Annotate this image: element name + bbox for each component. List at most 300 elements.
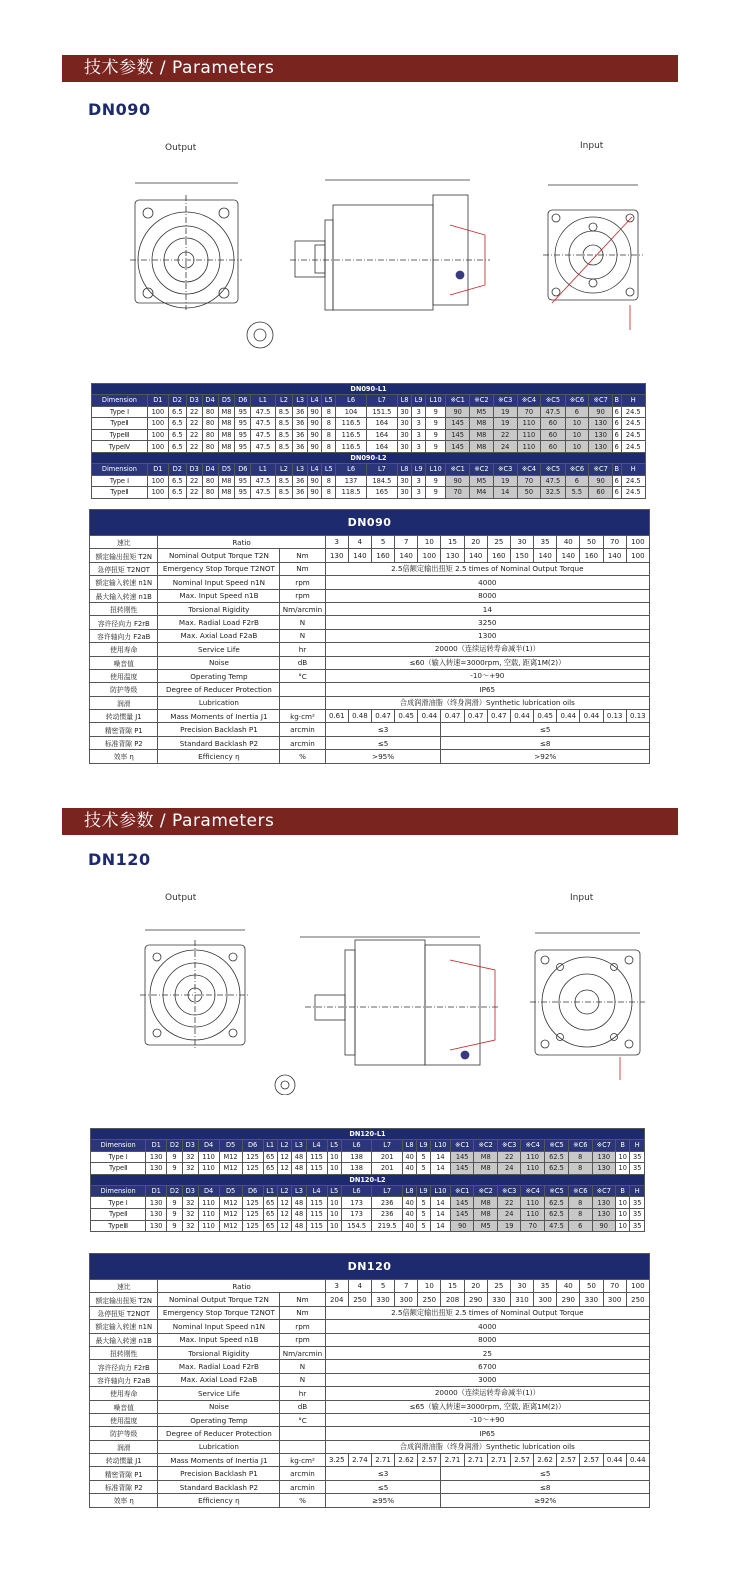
param-value: 0.44 bbox=[580, 710, 603, 723]
table-cell: 22 bbox=[493, 429, 517, 441]
table-cell: 116.5 bbox=[336, 418, 367, 430]
row-label-cn: 容许轴向力 F2aB bbox=[90, 1373, 158, 1386]
param-value: 250 bbox=[348, 1293, 371, 1306]
table-cell: 145 bbox=[446, 441, 470, 453]
table-cell: 9 bbox=[426, 475, 446, 487]
table-cell: 80 bbox=[202, 406, 218, 418]
param-value: 14 bbox=[325, 602, 649, 615]
param-row bbox=[90, 1293, 650, 1306]
table-cell: 110 bbox=[521, 1163, 545, 1175]
column-header: D5 bbox=[218, 395, 235, 407]
table-cell: 130 bbox=[589, 441, 613, 453]
table-cell: M12 bbox=[219, 1208, 242, 1220]
table-cell: 236 bbox=[372, 1197, 403, 1209]
param-row bbox=[90, 1320, 650, 1333]
param-value: ≤60（输入转速=3000rpm, 空载, 距离1M(2)） bbox=[325, 656, 649, 669]
table-header-row bbox=[91, 1140, 645, 1152]
param-row bbox=[90, 1494, 650, 1507]
table-cell: 130 bbox=[589, 418, 613, 430]
row-label-en: Nominal Input Speed n1N bbox=[158, 1320, 280, 1333]
table-cell: TypeⅢ bbox=[92, 429, 148, 441]
table-cell: 145 bbox=[450, 1197, 474, 1209]
table-cell: 50 bbox=[517, 487, 541, 499]
param-value: 140 bbox=[348, 549, 371, 562]
param-value: 140 bbox=[464, 549, 487, 562]
column-header: D3 bbox=[186, 463, 202, 475]
column-header: D2 bbox=[167, 1140, 183, 1152]
row-unit: dB bbox=[280, 656, 325, 669]
column-header: H bbox=[621, 463, 645, 475]
table-cell: 80 bbox=[202, 487, 218, 499]
ratio-value: 50 bbox=[580, 1280, 603, 1293]
table-cell: 47.5 bbox=[251, 418, 275, 430]
table-cell: 130 bbox=[146, 1151, 167, 1163]
table-cell: 145 bbox=[446, 429, 470, 441]
row-unit: hr bbox=[280, 1387, 325, 1400]
param-row bbox=[90, 656, 650, 669]
table-cell: 22 bbox=[186, 418, 202, 430]
ratio-value: 70 bbox=[603, 536, 626, 549]
column-header: ※C6 bbox=[569, 1140, 593, 1152]
column-header: B bbox=[612, 395, 621, 407]
ratio-value: 7 bbox=[395, 1280, 418, 1293]
column-header: L5 bbox=[327, 1140, 341, 1152]
table-cell: 236 bbox=[372, 1208, 403, 1220]
table-cell: 19 bbox=[493, 418, 517, 430]
row-label-en: Max. Radial Load F2rB bbox=[158, 1360, 280, 1373]
table-cell: 70 bbox=[446, 487, 470, 499]
column-header: D4 bbox=[202, 395, 218, 407]
table-cell: 90 bbox=[307, 487, 322, 499]
row-label-cn: 使用寿命 bbox=[90, 643, 158, 656]
column-header: D4 bbox=[198, 1140, 219, 1152]
column-header: ※C1 bbox=[446, 463, 470, 475]
ratio-value: 7 bbox=[395, 536, 418, 549]
column-header: D1 bbox=[147, 463, 168, 475]
param-row bbox=[90, 1467, 650, 1480]
table-cell: 6 bbox=[612, 487, 621, 499]
param-value: 2.71 bbox=[441, 1454, 464, 1467]
row-label-en: Emergency Stop Torque T2NOT bbox=[158, 1306, 280, 1319]
row-label-en: Max. Axial Load F2aB bbox=[158, 1373, 280, 1386]
table-band bbox=[91, 1174, 645, 1185]
table-cell: 6 bbox=[612, 418, 621, 430]
param-row bbox=[90, 710, 650, 723]
column-header: L8 bbox=[397, 395, 412, 407]
param-row bbox=[90, 1333, 650, 1346]
row-label-cn: 容许径向力 F2rB bbox=[90, 616, 158, 629]
param-value: 3000 bbox=[325, 1373, 649, 1386]
param-value: ≤65（输入转速=3000rpm, 空载, 距离1M(2)） bbox=[325, 1400, 649, 1413]
column-header: L3 bbox=[292, 1140, 306, 1152]
ratio-row bbox=[90, 536, 650, 549]
column-header: ※C4 bbox=[517, 463, 541, 475]
column-header: ※C3 bbox=[493, 463, 517, 475]
table-cell: 90 bbox=[307, 475, 322, 487]
drawing-svg bbox=[120, 135, 660, 355]
table-cell: 130 bbox=[592, 1197, 616, 1209]
row-label-en: Degree of Reducer Protection bbox=[158, 1427, 280, 1440]
column-header: ※C6 bbox=[565, 463, 589, 475]
param-row bbox=[90, 616, 650, 629]
param-row bbox=[90, 669, 650, 682]
side-view bbox=[300, 937, 500, 1065]
table-cell: M8 bbox=[218, 418, 235, 430]
ratio-value: 35 bbox=[534, 536, 557, 549]
table-cell: 3 bbox=[412, 441, 426, 453]
column-header: ※C3 bbox=[493, 395, 517, 407]
table-cell: 24 bbox=[497, 1163, 521, 1175]
table-cell: 145 bbox=[450, 1208, 474, 1220]
output-view-label: Output bbox=[165, 893, 197, 903]
row-unit: Nm bbox=[280, 562, 325, 575]
row-label-cn: 噪音值 bbox=[90, 1400, 158, 1413]
param-value: -10～+90 bbox=[325, 669, 649, 682]
model-title: DN120 bbox=[88, 850, 151, 869]
table-cell: 32 bbox=[182, 1208, 198, 1220]
table-cell: 60 bbox=[589, 487, 613, 499]
table-row bbox=[91, 1220, 645, 1232]
table-row bbox=[92, 487, 646, 499]
table-cell: 47.5 bbox=[251, 475, 275, 487]
row-label-en: Service Life bbox=[158, 643, 280, 656]
table-cell: 90 bbox=[589, 475, 613, 487]
table-cell: 100 bbox=[147, 475, 168, 487]
param-value: 2.5倍额定输出扭矩 2.5 times of Nominal Output Torque bbox=[325, 562, 649, 575]
table-cell: 10 bbox=[327, 1151, 341, 1163]
table-cell: M8 bbox=[474, 1197, 498, 1209]
table-cell: 90 bbox=[307, 441, 322, 453]
table-cell: Type Ⅰ bbox=[91, 1151, 146, 1163]
table-cell: 115 bbox=[306, 1220, 327, 1232]
row-unit: dB bbox=[280, 1400, 325, 1413]
table-cell: 125 bbox=[242, 1163, 263, 1175]
param-value: 3250 bbox=[325, 616, 649, 629]
table-cell: 173 bbox=[341, 1197, 372, 1209]
table-cell: 22 bbox=[186, 429, 202, 441]
table-cell: 5 bbox=[417, 1197, 431, 1209]
row-unit: Nm bbox=[280, 1306, 325, 1319]
table-band-title: DN120-L1 bbox=[91, 1129, 645, 1140]
column-header: D6 bbox=[235, 395, 251, 407]
param-row bbox=[90, 1306, 650, 1319]
table-cell: 9 bbox=[426, 429, 446, 441]
column-header: L1 bbox=[251, 463, 275, 475]
param-value: 0.44 bbox=[603, 1454, 626, 1467]
table-cell: 110 bbox=[521, 1197, 545, 1209]
table-row bbox=[92, 441, 646, 453]
table-cell: M8 bbox=[470, 418, 494, 430]
ratio-value: 4 bbox=[348, 536, 371, 549]
table-cell: 35 bbox=[630, 1208, 645, 1220]
table-cell: 30 bbox=[397, 429, 412, 441]
row-unit: % bbox=[280, 750, 325, 763]
row-unit: arcmin bbox=[280, 723, 325, 736]
table-cell: 10 bbox=[327, 1208, 341, 1220]
table-cell: 125 bbox=[242, 1151, 263, 1163]
param-value: 2.57 bbox=[580, 1454, 603, 1467]
param-value: 140 bbox=[534, 549, 557, 562]
column-header: D6 bbox=[242, 1185, 263, 1197]
table-cell: 9 bbox=[167, 1208, 183, 1220]
table-cell: 125 bbox=[242, 1197, 263, 1209]
table-cell: 47.5 bbox=[541, 475, 565, 487]
table-cell: 130 bbox=[146, 1163, 167, 1175]
table-cell: 22 bbox=[497, 1151, 521, 1163]
param-value: 290 bbox=[464, 1293, 487, 1306]
table-cell: 6.5 bbox=[168, 441, 186, 453]
ratio-value: 40 bbox=[557, 1280, 580, 1293]
table-cell: 90 bbox=[589, 406, 613, 418]
table-cell: 90 bbox=[446, 406, 470, 418]
row-unit: Nm/arcmin bbox=[280, 602, 325, 615]
row-label-en: Max. Input Speed n1B bbox=[158, 1333, 280, 1346]
table-cell: 12 bbox=[277, 1220, 291, 1232]
row-label-en: Nominal Output Torque T2N bbox=[158, 1293, 280, 1306]
table-cell: 130 bbox=[146, 1197, 167, 1209]
table-cell: 6.5 bbox=[168, 406, 186, 418]
row-label-cn: 额定输出扭矩 T2N bbox=[90, 549, 158, 562]
param-value: >92% bbox=[441, 750, 650, 763]
table-cell: 10 bbox=[616, 1220, 630, 1232]
row-label-en: Torsional Rigidity bbox=[158, 602, 280, 615]
column-header: D6 bbox=[235, 463, 251, 475]
row-label-en: Lubrication bbox=[158, 696, 280, 709]
row-label-cn: 额定输出扭矩 T2N bbox=[90, 1293, 158, 1306]
table-cell: 47.5 bbox=[251, 487, 275, 499]
row-label-en: Nominal Output Torque T2N bbox=[158, 549, 280, 562]
ratio-value: 70 bbox=[603, 1280, 626, 1293]
table-cell: M8 bbox=[218, 441, 235, 453]
param-row bbox=[90, 562, 650, 575]
row-unit: arcmin bbox=[280, 736, 325, 749]
param-value: 2.62 bbox=[395, 1454, 418, 1467]
ratio-value: 20 bbox=[464, 1280, 487, 1293]
table-cell: 6.5 bbox=[168, 418, 186, 430]
table-cell: TypeⅡ bbox=[91, 1208, 146, 1220]
input-flange-view bbox=[530, 933, 645, 1080]
param-title-row bbox=[90, 510, 650, 536]
column-header: L7 bbox=[366, 463, 397, 475]
table-cell: 30 bbox=[397, 475, 412, 487]
column-header: D6 bbox=[242, 1140, 263, 1152]
table-cell: 5 bbox=[417, 1208, 431, 1220]
param-value: ≤5 bbox=[325, 1480, 441, 1493]
param-value: ≤8 bbox=[441, 736, 650, 749]
ratio-value: 5 bbox=[371, 1280, 394, 1293]
row-label-en: Standard Backlash P2 bbox=[158, 1480, 280, 1493]
table-cell: 110 bbox=[521, 1208, 545, 1220]
column-header: ※C2 bbox=[474, 1140, 498, 1152]
column-header: L8 bbox=[402, 1140, 416, 1152]
param-row bbox=[90, 602, 650, 615]
param-value: 160 bbox=[580, 549, 603, 562]
row-unit: hr bbox=[280, 643, 325, 656]
table-cell: 40 bbox=[402, 1163, 416, 1175]
column-header: ※C2 bbox=[470, 463, 494, 475]
table-cell: 95 bbox=[235, 429, 251, 441]
table-cell: 22 bbox=[186, 487, 202, 499]
table-cell: 110 bbox=[198, 1197, 219, 1209]
column-header: ※C5 bbox=[541, 463, 565, 475]
table-cell: 70 bbox=[517, 475, 541, 487]
table-cell: 184.5 bbox=[366, 475, 397, 487]
table-cell: M12 bbox=[219, 1163, 242, 1175]
row-label-cn: 精密背隙 P1 bbox=[90, 723, 158, 736]
ratio-value: 25 bbox=[487, 1280, 510, 1293]
table-cell: 90 bbox=[307, 418, 322, 430]
row-label-cn: 效率 η bbox=[90, 1494, 158, 1507]
table-cell: M8 bbox=[218, 475, 235, 487]
param-value: 160 bbox=[371, 549, 394, 562]
table-cell: 90 bbox=[307, 429, 322, 441]
row-label-en: Operating Temp bbox=[158, 1413, 280, 1426]
param-row bbox=[90, 736, 650, 749]
table-cell: 10 bbox=[616, 1208, 630, 1220]
table-cell: 48 bbox=[292, 1163, 306, 1175]
row-label-en: Noise bbox=[158, 1400, 280, 1413]
column-header: ※C1 bbox=[446, 395, 470, 407]
param-value: 8000 bbox=[325, 1333, 649, 1346]
param-value: 20000（连续运转寿命减半(1)） bbox=[325, 1387, 649, 1400]
table-cell: 10 bbox=[327, 1220, 341, 1232]
table-cell: 10 bbox=[616, 1163, 630, 1175]
table-cell: 115 bbox=[306, 1163, 327, 1175]
table-cell: M5 bbox=[470, 475, 494, 487]
column-header: L1 bbox=[251, 395, 275, 407]
table-cell: 110 bbox=[198, 1220, 219, 1232]
table-cell: 95 bbox=[235, 406, 251, 418]
drawing-svg bbox=[120, 885, 660, 1095]
table-cell: 115 bbox=[306, 1151, 327, 1163]
table-cell: 14 bbox=[430, 1208, 450, 1220]
column-header: D3 bbox=[186, 395, 202, 407]
param-value: 140 bbox=[395, 549, 418, 562]
table-cell: M8 bbox=[474, 1163, 498, 1175]
table-cell: 164 bbox=[366, 418, 397, 430]
column-header: L3 bbox=[293, 395, 308, 407]
param-value: 8000 bbox=[325, 589, 649, 602]
table-cell: 90 bbox=[307, 406, 322, 418]
table-cell: 35 bbox=[630, 1163, 645, 1175]
table-band-title: DN120-L2 bbox=[91, 1174, 645, 1185]
table-cell: 137 bbox=[336, 475, 367, 487]
table-cell: 12 bbox=[277, 1151, 291, 1163]
column-header: L6 bbox=[336, 395, 367, 407]
ratio-value: 15 bbox=[441, 1280, 464, 1293]
row-unit: N bbox=[280, 1373, 325, 1386]
param-row bbox=[90, 1360, 650, 1373]
section-banner: 技术参数 / Parameters bbox=[62, 55, 678, 82]
column-header: D5 bbox=[219, 1185, 242, 1197]
row-label-cn: 额定输入转速 n1N bbox=[90, 1320, 158, 1333]
table-cell: 9 bbox=[426, 487, 446, 499]
table-cell: 47.5 bbox=[251, 441, 275, 453]
param-value: 204 bbox=[325, 1293, 348, 1306]
table-cell: 118.5 bbox=[336, 487, 367, 499]
param-value: 合成润滑油脂（终身润滑）Synthetic lubrication oils bbox=[325, 696, 649, 709]
table-cell: 10 bbox=[327, 1163, 341, 1175]
column-header: L2 bbox=[277, 1185, 291, 1197]
param-value: 25 bbox=[325, 1346, 649, 1359]
column-header: H bbox=[630, 1140, 645, 1152]
table-cell: 48 bbox=[292, 1151, 306, 1163]
column-header: L6 bbox=[336, 463, 367, 475]
table-cell: 130 bbox=[589, 429, 613, 441]
column-header: L9 bbox=[417, 1140, 431, 1152]
table-cell: 5.5 bbox=[565, 487, 589, 499]
column-header: L6 bbox=[341, 1185, 372, 1197]
table-cell: 6 bbox=[612, 441, 621, 453]
table-cell: 36 bbox=[293, 406, 308, 418]
table-cell: 3 bbox=[412, 475, 426, 487]
param-value: 0.47 bbox=[487, 710, 510, 723]
param-value: ≤3 bbox=[325, 1467, 441, 1480]
column-header: H bbox=[621, 395, 645, 407]
column-header: L7 bbox=[372, 1140, 403, 1152]
param-value: 330 bbox=[487, 1293, 510, 1306]
param-row bbox=[90, 629, 650, 642]
row-label-en: Precision Backlash P1 bbox=[158, 1467, 280, 1480]
row-label-cn: 效率 η bbox=[90, 750, 158, 763]
ratio-value: 10 bbox=[418, 1280, 441, 1293]
table-cell: 6.5 bbox=[168, 475, 186, 487]
table-cell: 62.5 bbox=[544, 1197, 568, 1209]
column-header: ※C7 bbox=[592, 1185, 616, 1197]
table-cell: 10 bbox=[565, 429, 589, 441]
row-label-cn: 使用温度 bbox=[90, 1413, 158, 1426]
table-cell: 14 bbox=[430, 1151, 450, 1163]
table-cell: 130 bbox=[146, 1220, 167, 1232]
column-header: L10 bbox=[430, 1140, 450, 1152]
table-cell: 9 bbox=[426, 406, 446, 418]
table-cell: 35 bbox=[630, 1220, 645, 1232]
param-value: 0.44 bbox=[510, 710, 533, 723]
table-row bbox=[91, 1151, 645, 1163]
param-value: 160 bbox=[487, 549, 510, 562]
param-value: 2.57 bbox=[510, 1454, 533, 1467]
table-cell: 8 bbox=[569, 1163, 593, 1175]
row-label-en: Ratio bbox=[158, 1280, 325, 1293]
column-header: D4 bbox=[202, 463, 218, 475]
param-value: 2.71 bbox=[464, 1454, 487, 1467]
table-header-row bbox=[92, 463, 646, 475]
row-unit: kg·cm² bbox=[280, 1454, 325, 1467]
column-header: ※C3 bbox=[497, 1140, 521, 1152]
table-cell: M5 bbox=[474, 1220, 498, 1232]
table-cell: 65 bbox=[263, 1220, 277, 1232]
column-header: ※C5 bbox=[544, 1185, 568, 1197]
table-cell: 100 bbox=[147, 418, 168, 430]
table-cell: 24 bbox=[493, 441, 517, 453]
table-band-title: DN090-L2 bbox=[92, 452, 646, 463]
table-cell: 48 bbox=[292, 1197, 306, 1209]
param-value: 20000（连续运转寿命减半(1)） bbox=[325, 643, 649, 656]
table-cell: 40 bbox=[402, 1151, 416, 1163]
row-label-cn: 转动惯量 J1 bbox=[90, 710, 158, 723]
table-cell: M4 bbox=[470, 487, 494, 499]
column-header: ※C2 bbox=[474, 1185, 498, 1197]
param-value: 0.61 bbox=[325, 710, 348, 723]
table-cell: 65 bbox=[263, 1151, 277, 1163]
param-title: DN120 bbox=[90, 1254, 650, 1280]
param-row bbox=[90, 1413, 650, 1426]
table-band bbox=[92, 384, 646, 395]
table-cell: 151.5 bbox=[366, 406, 397, 418]
param-row bbox=[90, 750, 650, 763]
table-cell: 110 bbox=[198, 1163, 219, 1175]
table-cell: TypeⅡ bbox=[92, 418, 148, 430]
